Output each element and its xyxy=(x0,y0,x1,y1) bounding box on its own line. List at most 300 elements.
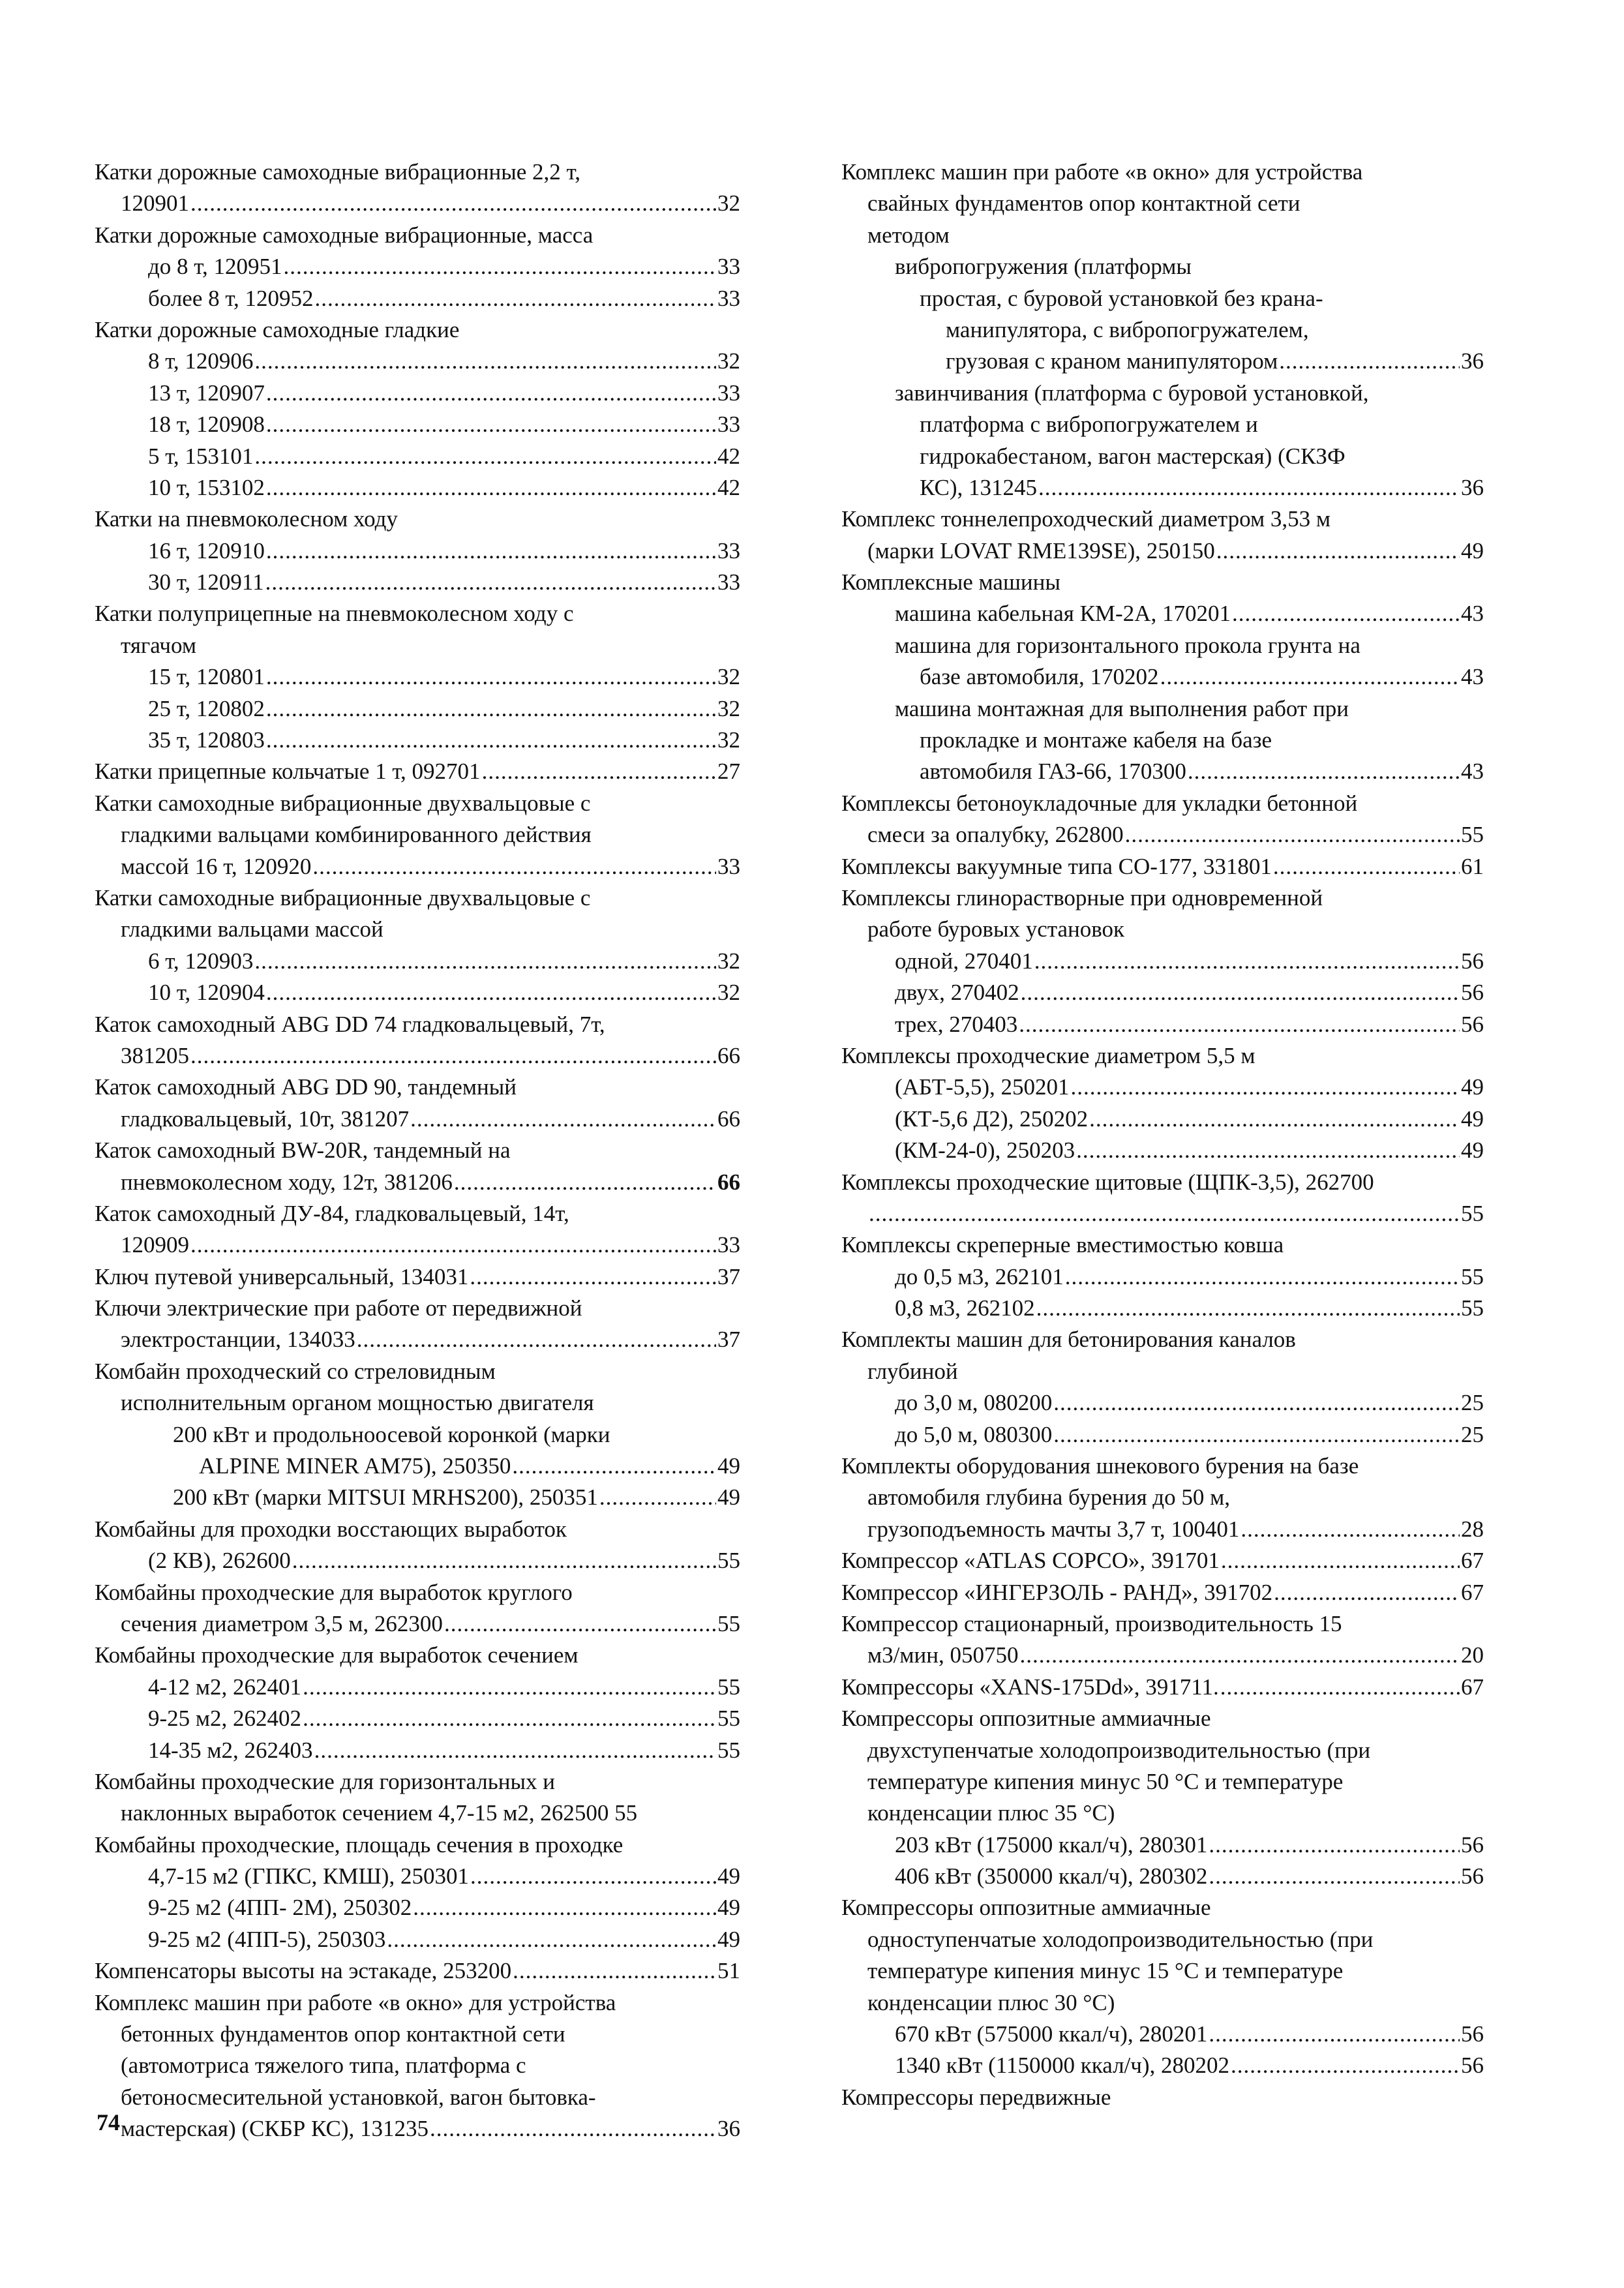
entry-text: 15 т, 120801 xyxy=(148,664,265,690)
entry-text: Каток самоходный BW-20R, тандемный на xyxy=(95,1137,511,1164)
entry-text: 9-25 м2 (4ПП- 2М), 250302 xyxy=(148,1895,412,1921)
dot-leader xyxy=(190,1040,716,1072)
entry-page-ref: 49 xyxy=(717,1926,740,1952)
index-entry-line xyxy=(95,1009,740,1040)
dot-leader xyxy=(482,756,716,787)
index-entry-line xyxy=(841,851,1484,882)
entry-text: Катки самоходные вибрационные двухвальцовые с xyxy=(95,884,591,911)
entry-page-ref: 32 xyxy=(717,695,740,721)
dot-leader xyxy=(303,1703,716,1734)
entry-text: температуре кипения минус 15 °С и температуре xyxy=(867,1958,1344,1984)
entry-text: 6 т, 120903 xyxy=(148,948,254,974)
dot-leader xyxy=(1076,1135,1460,1166)
entry-page-ref: 49 xyxy=(717,1484,740,1511)
entry-text: 9-25 м2 (4ПП-5), 250303 xyxy=(148,1926,386,1952)
index-entry-line xyxy=(95,1229,740,1261)
entry-text: КС), 131245 xyxy=(920,474,1037,500)
index-entry-line xyxy=(95,946,740,977)
index-entry-line xyxy=(841,1640,1484,1671)
entry-text: до 0,5 м3, 262101 xyxy=(895,1263,1064,1289)
index-entry-line xyxy=(95,756,740,787)
entry-text: (КТ-5,6 Д2), 250202 xyxy=(895,1106,1089,1132)
index-entry-line xyxy=(841,346,1484,377)
entry-text: 5 т, 153101 xyxy=(148,443,254,469)
entry-text: автомобиля глубина бурения до 50 м, xyxy=(867,1484,1231,1511)
entry-text: 18 т, 120908 xyxy=(148,412,265,438)
dot-leader xyxy=(1071,1072,1460,1103)
dot-leader xyxy=(1036,1293,1460,1324)
dot-leader xyxy=(190,188,716,219)
entry-text: Катки прицепные кольчатые 1 т, 092701 xyxy=(95,759,481,785)
dot-leader xyxy=(1279,346,1460,377)
index-entry-line xyxy=(841,1924,1484,1955)
index-entry-line xyxy=(841,2019,1484,2050)
entry-text: вибропогружения (платформы xyxy=(895,254,1192,280)
index-entry-line xyxy=(841,1198,1484,1229)
index-entry-line xyxy=(95,251,740,282)
entry-page-ref: 42 xyxy=(717,443,740,469)
entry-text: Комбайны проходческие, площадь сечения в проходке xyxy=(95,1831,624,1858)
dot-leader xyxy=(357,1324,716,1355)
index-entry-line xyxy=(841,472,1484,504)
entry-text: 14-35 м2, 262403 xyxy=(148,1737,313,1763)
entry-page-ref: 56 xyxy=(1461,1831,1484,1858)
index-entry-line xyxy=(95,851,740,882)
index-entry-line xyxy=(841,1229,1484,1261)
entry-text: более 8 т, 120952 xyxy=(148,285,314,311)
index-entry-line xyxy=(841,1293,1484,1324)
entry-page-ref: 33 xyxy=(717,569,740,595)
entry-text: базе автомобиля, 170202 xyxy=(920,664,1159,690)
dot-leader xyxy=(1273,851,1460,882)
index-entry-line xyxy=(841,693,1484,725)
index-entry-line xyxy=(95,725,740,756)
entry-text: Ключи электрические при работе от передвижной xyxy=(95,1295,582,1321)
dot-leader xyxy=(1034,946,1460,977)
dot-leader xyxy=(1221,1545,1460,1576)
entry-page-ref: 32 xyxy=(717,948,740,974)
entry-text: 0,8 м3, 262102 xyxy=(895,1295,1035,1321)
dot-leader xyxy=(1019,1009,1460,1040)
entry-text: тягачом xyxy=(121,632,197,658)
entry-text: 10 т, 153102 xyxy=(148,474,265,500)
index-entry-line xyxy=(841,535,1484,567)
index-entry-line xyxy=(95,157,740,188)
index-entry-line xyxy=(841,1766,1484,1798)
entry-text: (2 КВ), 262600 xyxy=(148,1548,291,1574)
entry-text: наклонных выработок сечением 4,7-15 м2, 262500 55 xyxy=(121,1800,638,1826)
index-entry-line xyxy=(841,1861,1484,1892)
entry-text: 381205 xyxy=(121,1042,189,1068)
entry-page-ref: 55 xyxy=(717,1737,740,1763)
index-entry-line xyxy=(95,882,740,914)
entry-text: Каток самоходный ДУ-84, гладковальцевый, 14т, xyxy=(95,1200,569,1226)
dot-leader xyxy=(430,2113,716,2145)
entry-page-ref: 55 xyxy=(1461,1295,1484,1321)
dot-leader xyxy=(470,1261,716,1293)
entry-text: массой 16 т, 120920 xyxy=(121,853,312,879)
dot-leader xyxy=(1125,819,1460,850)
index-entry-line xyxy=(95,535,740,567)
entry-text: Компенсаторы высоты на эстакаде, 253200 xyxy=(95,1958,512,1984)
entry-page-ref: 36 xyxy=(1461,348,1484,374)
index-entry-line xyxy=(95,1072,740,1103)
dot-leader xyxy=(1231,2050,1460,2081)
index-entry-line xyxy=(95,1261,740,1293)
dot-leader xyxy=(410,1104,716,1135)
entry-text: Комбайны для проходки восстающих выработок xyxy=(95,1516,567,1542)
entry-text: до 8 т, 120951 xyxy=(148,254,282,280)
dot-leader xyxy=(254,346,716,377)
entry-text: температуре кипения минус 50 °С и температуре xyxy=(867,1768,1344,1794)
entry-text: 4-12 м2, 262401 xyxy=(148,1674,302,1700)
entry-page-ref: 43 xyxy=(1461,759,1484,785)
entry-text: манипулятора, с вибропогружателем, xyxy=(946,316,1309,342)
index-entry-line xyxy=(95,314,740,346)
entry-page-ref: 66 xyxy=(717,1106,740,1132)
entry-page-ref: 55 xyxy=(717,1610,740,1636)
index-entry-line xyxy=(841,2082,1484,2113)
entry-text: Комплексы проходческие диаметром 5,5 м xyxy=(841,1042,1256,1068)
dot-leader xyxy=(265,567,716,598)
dot-leader xyxy=(1274,1577,1460,1608)
entry-page-ref: 33 xyxy=(717,1232,740,1258)
index-entry-line xyxy=(841,378,1484,409)
entry-text: Комплексы бетоноукладочные для укладки бетонной xyxy=(841,790,1358,816)
index-entry-line xyxy=(841,630,1484,661)
entry-page-ref: 27 xyxy=(717,759,740,785)
index-entry-line xyxy=(841,1261,1484,1293)
index-entry-line xyxy=(95,409,740,440)
dot-leader xyxy=(387,1924,716,1955)
entry-page-ref: 20 xyxy=(1461,1642,1484,1668)
dot-leader xyxy=(1209,1829,1460,1861)
index-entry-line xyxy=(841,283,1484,314)
entry-page-ref: 43 xyxy=(1461,664,1484,690)
dot-leader xyxy=(1216,535,1460,567)
index-entry-line xyxy=(95,1387,740,1419)
entry-page-ref: 55 xyxy=(717,1706,740,1732)
dot-leader xyxy=(1209,2019,1460,2050)
entry-page-ref: 49 xyxy=(717,1895,740,1921)
index-entry-line xyxy=(841,409,1484,440)
index-entry-line xyxy=(841,188,1484,219)
entry-page-ref: 67 xyxy=(1461,1548,1484,1574)
index-entry-line xyxy=(95,1514,740,1545)
index-entry-line xyxy=(841,1829,1484,1861)
entry-page-ref: 56 xyxy=(1461,948,1484,974)
entry-text: прокладке и монтаже кабеля на базе xyxy=(920,727,1272,753)
index-entry-line xyxy=(95,1672,740,1703)
entry-page-ref: 66 xyxy=(717,1169,740,1195)
entry-text: электростанции, 134033 xyxy=(121,1327,355,1353)
dot-leader xyxy=(303,1672,716,1703)
dot-leader xyxy=(513,1955,716,1987)
index-entry-line xyxy=(841,1135,1484,1166)
index-entry-line xyxy=(841,1072,1484,1103)
index-entry-line xyxy=(841,1482,1484,1513)
dot-leader xyxy=(254,946,716,977)
entry-text: гладкими вальцами комбинированного действия xyxy=(121,822,592,848)
index-entry-line xyxy=(95,661,740,693)
index-entry-line xyxy=(95,346,740,377)
entry-text: (КМ-24-0), 250203 xyxy=(895,1137,1075,1164)
index-entry-line xyxy=(841,1672,1484,1703)
index-entry-line xyxy=(841,1419,1484,1451)
index-entry-line xyxy=(841,756,1484,787)
entry-text: 16 т, 120910 xyxy=(148,537,265,564)
entry-text: Комплексы проходческие щитовые (ЩПК-3,5), 262700 xyxy=(841,1169,1374,1195)
entry-page-ref: 37 xyxy=(717,1263,740,1289)
entry-text: гидрокабестаном, вагон мастерская) (СКЗФ xyxy=(920,443,1346,469)
dot-leader xyxy=(1053,1419,1460,1451)
entry-text: до 5,0 м, 080300 xyxy=(895,1421,1053,1447)
entry-page-ref: 49 xyxy=(717,1863,740,1889)
entry-text: Катки полуприцепные на пневмоколесном ходу с xyxy=(95,601,574,627)
index-entry-line xyxy=(95,1892,740,1923)
index-entry-line xyxy=(95,1924,740,1955)
entry-page-ref: 66 xyxy=(717,1042,740,1068)
dot-leader xyxy=(266,472,716,504)
index-entry-line xyxy=(841,157,1484,188)
dot-leader xyxy=(266,661,716,693)
index-entry-line xyxy=(95,188,740,219)
entry-text: 4,7-15 м2 (ГПКС, КМШ), 250301 xyxy=(148,1863,469,1889)
index-entry-line xyxy=(841,504,1484,535)
index-entry-line xyxy=(841,220,1484,251)
entry-page-ref: 55 xyxy=(1461,1200,1484,1226)
entry-page-ref: 49 xyxy=(1461,1074,1484,1100)
index-entry-line xyxy=(95,1703,740,1734)
index-entry-line xyxy=(95,1167,740,1198)
index-entry-line xyxy=(841,1356,1484,1387)
dot-leader xyxy=(599,1482,716,1513)
dot-leader xyxy=(266,725,716,756)
index-entry-line xyxy=(95,1640,740,1671)
index-entry-line xyxy=(95,788,740,819)
entry-text: 9-25 м2, 262402 xyxy=(148,1706,302,1732)
index-entry-line xyxy=(95,378,740,409)
entry-text: Комбайн проходческий со стреловидным xyxy=(95,1358,496,1384)
entry-page-ref: 33 xyxy=(717,412,740,438)
index-entry-line xyxy=(841,2050,1484,2081)
entry-text: Комбайны проходческие для выработок круглого xyxy=(95,1579,573,1605)
entry-text: 35 т, 120803 xyxy=(148,727,265,753)
index-entry-line xyxy=(841,1735,1484,1766)
index-entry-line xyxy=(95,1987,740,2019)
entry-page-ref: 49 xyxy=(1461,1137,1484,1164)
dot-leader xyxy=(454,1167,716,1198)
entry-text: Комплексные машины xyxy=(841,569,1060,595)
entry-text: Комбайны проходческие для выработок сечением xyxy=(95,1642,579,1668)
dot-leader xyxy=(312,851,716,882)
index-entry-line xyxy=(95,1135,740,1166)
index-entry-line xyxy=(841,1955,1484,1987)
entry-text: смеси за опалубку, 262800 xyxy=(867,822,1124,848)
dot-leader xyxy=(1232,598,1460,629)
entry-text: 200 кВт и продольноосевой коронкой (марки xyxy=(173,1421,610,1447)
index-entry-line xyxy=(841,1324,1484,1355)
entry-page-ref: 33 xyxy=(717,254,740,280)
entry-page-ref: 55 xyxy=(717,1548,740,1574)
index-entry-line xyxy=(95,1766,740,1798)
dot-leader xyxy=(1065,1261,1460,1293)
entry-text: одноступенчатые холодопроизводительностью (при xyxy=(867,1926,1374,1952)
dot-leader xyxy=(1089,1104,1460,1135)
entry-page-ref: 56 xyxy=(1461,2021,1484,2047)
index-entry-line xyxy=(95,1104,740,1135)
index-entry-line xyxy=(841,1987,1484,2019)
entry-text: 25 т, 120802 xyxy=(148,695,265,721)
entry-text: 1340 кВт (1150000 ккал/ч), 280202 xyxy=(895,2053,1230,2079)
index-column-right xyxy=(841,157,1484,2113)
entry-text: ALPINE MINER AM75), 250350 xyxy=(199,1453,511,1479)
dot-leader xyxy=(1019,1640,1460,1671)
entry-page-ref: 55 xyxy=(1461,1263,1484,1289)
index-entry-line xyxy=(841,1040,1484,1072)
index-entry-line xyxy=(841,882,1484,914)
entry-page-ref: 49 xyxy=(1461,1106,1484,1132)
entry-page-ref: 36 xyxy=(1461,474,1484,500)
index-entry-line xyxy=(95,1545,740,1576)
entry-text: работе буровых установок xyxy=(867,916,1125,942)
dot-leader xyxy=(1038,472,1460,504)
index-entry-line xyxy=(95,1798,740,1829)
index-entry-line xyxy=(95,472,740,504)
index-entry-line xyxy=(841,251,1484,282)
dot-leader xyxy=(315,283,716,314)
entry-page-ref: 25 xyxy=(1461,1390,1484,1416)
entry-page-ref: 56 xyxy=(1461,2053,1484,2079)
entry-page-ref: 25 xyxy=(1461,1421,1484,1447)
index-entry-line xyxy=(95,1419,740,1451)
index-entry-line xyxy=(95,1829,740,1861)
entry-text: Компрессоры «XANS-175Dd», 391711. xyxy=(841,1674,1219,1700)
entry-text: Компрессоры оппозитные аммиачные xyxy=(841,1895,1211,1921)
index-entry-line xyxy=(841,1608,1484,1640)
entry-page-ref: 55 xyxy=(1461,822,1484,848)
entry-text: 10 т, 120904 xyxy=(148,980,265,1006)
entry-text: трех, 270403 xyxy=(895,1011,1018,1037)
dot-leader xyxy=(283,251,716,282)
entry-text: (автомотриса тяжелого типа, платформа с xyxy=(121,2053,526,2079)
dot-leader xyxy=(444,1608,716,1640)
entry-text: мастерская) (СКБР КС), 131235 xyxy=(121,2116,429,2142)
entry-text: Комплексы скреперные вместимостью ковша xyxy=(841,1232,1284,1258)
entry-page-ref: 49 xyxy=(717,1453,740,1479)
dot-leader xyxy=(1241,1514,1460,1545)
entry-page-ref: 33 xyxy=(717,853,740,879)
dot-leader xyxy=(512,1451,716,1482)
entry-text: бетонных фундаментов опор контактной сети xyxy=(121,2021,565,2047)
index-entry-line xyxy=(95,693,740,725)
entry-text: одной, 270401 xyxy=(895,948,1033,974)
entry-text: 30 т, 120911 xyxy=(148,569,264,595)
dot-leader xyxy=(413,1892,716,1923)
index-entry-line xyxy=(95,2113,740,2145)
index-entry-line xyxy=(841,314,1484,346)
index-entry-line xyxy=(95,567,740,598)
entry-page-ref: 55 xyxy=(717,1674,740,1700)
entry-text: Комплекс машин при работе «в окно» для устройства xyxy=(95,1989,616,2015)
entry-page-ref: 56 xyxy=(1461,1011,1484,1037)
dot-leader xyxy=(254,441,716,472)
index-entry-line xyxy=(841,977,1484,1008)
entry-text: Комплекс машин при работе «в окно» для устройства xyxy=(841,159,1363,185)
entry-page-ref: 33 xyxy=(717,380,740,406)
index-entry-line xyxy=(841,1798,1484,1829)
index-entry-line xyxy=(95,283,740,314)
index-entry-line xyxy=(95,1577,740,1608)
index-entry-line xyxy=(95,2050,740,2081)
entry-text: машина для горизонтального прокола грунта на xyxy=(895,632,1361,658)
entry-text: 200 кВт (марки MITSUI MRHS200), 250351 xyxy=(173,1484,598,1511)
entry-text: простая, с буровой установкой без крана- xyxy=(920,285,1323,311)
index-entry-line xyxy=(95,1040,740,1072)
entry-text: 203 кВт (175000 ккал/ч), 280301 xyxy=(895,1831,1208,1858)
dot-leader xyxy=(292,1545,716,1576)
entry-text: 120909 xyxy=(121,1232,189,1258)
index-entry-line xyxy=(95,441,740,472)
entry-page-ref: 51 xyxy=(717,1958,740,1984)
dot-leader xyxy=(266,693,716,725)
dot-leader xyxy=(869,1198,1460,1229)
index-entry-line xyxy=(95,819,740,850)
index-entry-line xyxy=(95,1451,740,1482)
dot-leader xyxy=(1053,1387,1460,1419)
dot-leader xyxy=(1188,756,1460,787)
index-entry-line xyxy=(841,1514,1484,1545)
index-entry-line xyxy=(95,504,740,535)
index-entry-line xyxy=(841,1545,1484,1576)
entry-text: Комплексы глинорастворные при одновременной xyxy=(841,884,1323,911)
index-entry-line xyxy=(841,1892,1484,1923)
index-entry-line xyxy=(841,1387,1484,1419)
dot-leader xyxy=(266,409,716,440)
index-entry-line xyxy=(95,1198,740,1229)
entry-page-ref: 28 xyxy=(1461,1516,1484,1542)
entry-text: грузоподъемность мачты 3,7 т, 100401 xyxy=(867,1516,1240,1542)
entry-page-ref: 43 xyxy=(1461,601,1484,627)
index-entry-line xyxy=(841,598,1484,629)
entry-text: методом xyxy=(867,222,950,248)
index-entry-line xyxy=(95,2019,740,2050)
entry-text: исполнительным органом мощностью двигателя xyxy=(121,1390,594,1416)
entry-text: Компрессоры оппозитные аммиачные xyxy=(841,1706,1211,1732)
entry-page-ref: 36 xyxy=(717,2116,740,2142)
index-entry-line xyxy=(95,1293,740,1324)
entry-page-ref: 61 xyxy=(1461,853,1484,879)
dot-leader xyxy=(1220,1672,1460,1703)
entry-text: завинчивания (платформа с буровой установкой, xyxy=(895,380,1369,406)
entry-text: платформа с вибропогружателем и xyxy=(920,412,1258,438)
index-entry-line xyxy=(841,441,1484,472)
entry-text: (марки LOVAT RME139SE), 250150 xyxy=(867,537,1215,564)
entry-text: двух, 270402 xyxy=(895,980,1019,1006)
dot-leader xyxy=(190,1229,716,1261)
entry-page-ref: 32 xyxy=(717,727,740,753)
index-entry-line xyxy=(841,1451,1484,1482)
entry-page-ref: 33 xyxy=(717,537,740,564)
entry-page-ref: 67 xyxy=(1461,1579,1484,1605)
entry-text: Каток самоходный ABG DD 74 гладковальцевый, 7т, xyxy=(95,1011,605,1037)
index-entry-line xyxy=(95,1356,740,1387)
index-entry-line xyxy=(841,661,1484,693)
index-entry-line xyxy=(841,819,1484,850)
entry-text: 13 т, 120907 xyxy=(148,380,265,406)
index-entry-line xyxy=(95,1955,740,1987)
entry-page-ref: 56 xyxy=(1461,1863,1484,1889)
